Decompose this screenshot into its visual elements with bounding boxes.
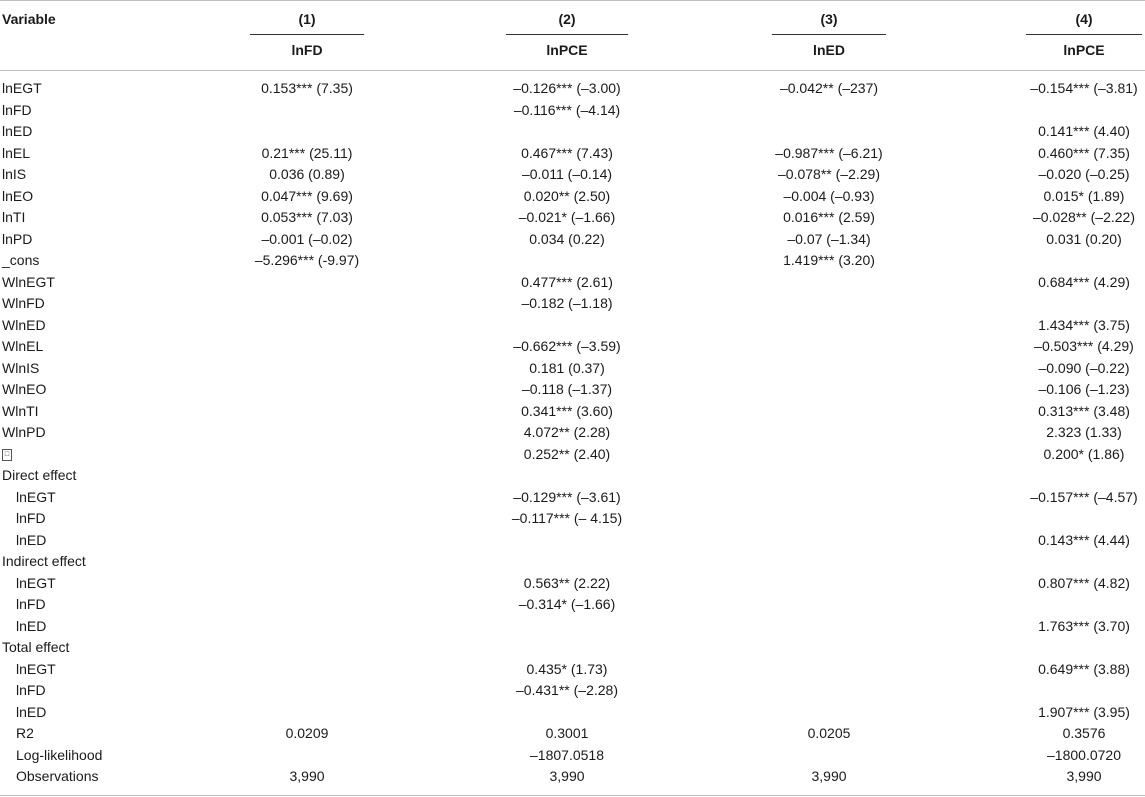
cell-col-2: –1807.0518 xyxy=(530,746,604,763)
row-label xyxy=(2,444,12,466)
table-bottom-rule xyxy=(0,795,1145,796)
column-number-1: (1) xyxy=(298,11,316,27)
table-row xyxy=(0,186,1145,208)
table-row xyxy=(0,465,1145,487)
cell-col-4: 0.3576 xyxy=(1062,725,1106,741)
row-label: lnED xyxy=(16,617,47,634)
dependent-variable-2: lnPCE xyxy=(546,42,588,58)
cell-col-2: 4.072** (2.28) xyxy=(523,424,611,440)
table-row xyxy=(0,745,1145,767)
row-label: lnEGT xyxy=(2,80,42,96)
cell-col-4: 0.143*** (4.44) xyxy=(1038,531,1130,548)
cell-col-2: 0.477*** (2.61) xyxy=(521,273,613,290)
cell-col-3: –0.987*** (–6.21) xyxy=(775,144,883,161)
cell-col-2: –0.118 (–1.37) xyxy=(521,381,613,397)
cell-col-2: –0.129*** (–3.61) xyxy=(513,488,621,505)
cell-col-1: 0.047*** (9.69) xyxy=(261,187,353,204)
cell-col-2: –0.182 (–1.18) xyxy=(521,295,613,311)
cell-col-4: 1.434*** (3.75) xyxy=(1038,316,1130,333)
table-row xyxy=(0,164,1145,186)
table-row xyxy=(0,272,1145,294)
column-rule-2 xyxy=(506,34,628,35)
cell-col-3: –0.042** (–237) xyxy=(779,80,879,96)
table-row xyxy=(0,207,1145,229)
cell-col-1: 0.0209 xyxy=(285,725,329,741)
table-row xyxy=(0,78,1145,100)
row-label: Indirect effect xyxy=(2,553,86,569)
cell-col-4: –0.106 (–1.23) xyxy=(1038,381,1130,397)
row-label: lnEGT xyxy=(16,488,56,505)
table-row xyxy=(0,422,1145,444)
table-row xyxy=(0,293,1145,315)
cell-col-2: 0.3001 xyxy=(545,725,589,741)
table-row xyxy=(0,229,1145,251)
cell-col-4: 3,990 xyxy=(1066,768,1102,784)
table-row xyxy=(0,143,1145,165)
table-row xyxy=(0,250,1145,272)
cell-col-3: 3,990 xyxy=(811,768,847,784)
cell-col-4: –0.503*** (4.29) xyxy=(1034,338,1134,354)
table-row xyxy=(0,573,1145,595)
cell-col-3: 0.0205 xyxy=(807,725,851,741)
cell-col-3: –0.078** (–2.29) xyxy=(778,166,880,182)
cell-col-2: –0.011 (–0.14) xyxy=(521,166,613,182)
table-row xyxy=(0,336,1145,358)
column-number-2: (2) xyxy=(558,11,576,27)
row-label: lnEGT xyxy=(16,660,56,677)
column-number-4: (4) xyxy=(1075,11,1093,27)
row-label: lnPD xyxy=(2,230,33,247)
row-label: WlnEGT xyxy=(2,273,55,290)
row-label: WlnED xyxy=(2,316,46,333)
column-rule-4 xyxy=(1026,34,1142,35)
cell-col-1: –5.296*** (-9.97) xyxy=(254,252,360,268)
row-label: lnEGT xyxy=(16,574,56,591)
table-row xyxy=(0,444,1145,466)
row-label: WlnEO xyxy=(2,381,47,397)
cell-col-4: –0.028** (–2.22) xyxy=(1033,209,1135,225)
cell-col-2: 3,990 xyxy=(549,768,585,784)
cell-col-2: –0.021* (–1.66) xyxy=(518,209,616,225)
cell-col-2: –0.662*** (–3.59) xyxy=(513,338,621,354)
cell-col-2: –0.126*** (–3.00) xyxy=(513,80,621,96)
cell-col-1: –0.001 (–0.02) xyxy=(261,230,353,247)
dependent-variable-3: lnED xyxy=(813,42,845,58)
cell-col-4: 0.807*** (4.82) xyxy=(1038,574,1130,591)
table-row xyxy=(0,530,1145,552)
row-label: WlnTI xyxy=(2,402,39,419)
row-label: Observations xyxy=(16,768,99,784)
row-label: lnIS xyxy=(2,166,27,182)
row-label: lnFD xyxy=(16,596,46,612)
row-label: lnTI xyxy=(2,209,26,225)
row-label: Total effect xyxy=(2,639,70,655)
cell-col-1: 0.053*** (7.03) xyxy=(261,209,353,225)
cell-col-2: 0.181 (0.37) xyxy=(529,359,605,376)
table-row xyxy=(0,315,1145,337)
cell-col-1: 0.153*** (7.35) xyxy=(261,80,353,96)
table-row xyxy=(0,508,1145,530)
cell-col-3: –0.004 (–0.93) xyxy=(783,187,875,204)
table-row xyxy=(0,637,1145,659)
cell-col-1: 0.036 (0.89) xyxy=(269,166,345,182)
row-label: lnED xyxy=(16,703,47,720)
cell-col-2: 0.341*** (3.60) xyxy=(521,402,613,419)
row-label: lnEO xyxy=(2,187,34,204)
cell-col-4: 1.763*** (3.70) xyxy=(1038,617,1130,634)
cell-col-3: –0.07 (–1.34) xyxy=(787,230,871,247)
column-number-3: (3) xyxy=(820,11,838,27)
table-row xyxy=(0,487,1145,509)
cell-col-4: 0.684*** (4.29) xyxy=(1038,273,1130,290)
cell-col-4: –0.020 (–0.25) xyxy=(1038,166,1130,182)
row-label: WlnFD xyxy=(2,295,45,311)
row-label: WlnPD xyxy=(2,424,46,440)
cell-col-4: 0.460*** (7.35) xyxy=(1038,144,1130,161)
table-top-rule xyxy=(0,0,1145,1)
cell-col-2: 0.467*** (7.43) xyxy=(521,144,613,161)
dependent-variable-1: lnFD xyxy=(291,42,323,58)
cell-col-4: –0.090 (–0.22) xyxy=(1038,359,1130,376)
cell-col-4: 1.907*** (3.95) xyxy=(1038,703,1130,720)
column-rule-1 xyxy=(250,34,364,35)
row-label: WlnEL xyxy=(2,338,44,354)
missing-glyph-icon: □ xyxy=(2,449,12,461)
cell-col-1: 3,990 xyxy=(289,768,325,784)
cell-col-4: 0.015* (1.89) xyxy=(1043,187,1125,204)
table-row xyxy=(0,680,1145,702)
cell-col-4: 0.200* (1.86) xyxy=(1043,445,1125,462)
column-rule-3 xyxy=(772,34,886,35)
table-row xyxy=(0,121,1145,143)
cell-col-2: 0.563** (2.22) xyxy=(523,574,611,591)
cell-col-2: –0.431** (–2.28) xyxy=(516,682,618,698)
cell-col-4: 2.323 (1.33) xyxy=(1046,424,1122,440)
table-row xyxy=(0,594,1145,616)
row-label: WlnIS xyxy=(2,359,40,376)
table-row xyxy=(0,100,1145,122)
table-row xyxy=(0,616,1145,638)
row-label: lnED xyxy=(16,531,47,548)
table-row xyxy=(0,358,1145,380)
row-label: lnEL xyxy=(2,144,31,161)
cell-col-4: 0.141*** (4.40) xyxy=(1038,123,1130,139)
table-row xyxy=(0,659,1145,681)
cell-col-2: –0.314* (–1.66) xyxy=(518,596,616,612)
cell-col-2: 0.252** (2.40) xyxy=(523,445,611,462)
row-label: lnED xyxy=(2,123,33,139)
table-row xyxy=(0,766,1145,788)
row-label: lnFD xyxy=(16,682,46,698)
cell-col-2: 0.034 (0.22) xyxy=(529,230,605,247)
row-label: Direct effect xyxy=(2,467,77,483)
table-row xyxy=(0,723,1145,745)
cell-col-2: –0.116*** (–4.14) xyxy=(513,101,621,118)
row-label: _cons xyxy=(2,252,40,268)
row-label: lnFD xyxy=(2,101,32,118)
cell-col-1: 0.21*** (25.11) xyxy=(261,144,353,161)
dependent-variable-4: lnPCE xyxy=(1063,42,1105,58)
cell-col-4: –0.157*** (–4.57) xyxy=(1030,488,1138,505)
variable-header: Variable xyxy=(2,11,56,27)
cell-col-2: 0.435* (1.73) xyxy=(526,660,608,677)
cell-col-4: 0.313*** (3.48) xyxy=(1038,402,1130,419)
cell-col-4: –0.154*** (–3.81) xyxy=(1030,80,1138,96)
table-row xyxy=(0,379,1145,401)
cell-col-2: –0.117*** (– 4.15) xyxy=(511,510,623,526)
table-row xyxy=(0,401,1145,423)
table-row xyxy=(0,551,1145,573)
row-label: lnFD xyxy=(16,510,46,526)
header-bottom-rule xyxy=(0,70,1145,71)
cell-col-3: 0.016*** (2.59) xyxy=(783,209,875,225)
cell-col-3: 1.419*** (3.20) xyxy=(783,252,875,268)
cell-col-4: 0.649*** (3.88) xyxy=(1038,660,1130,677)
table-row xyxy=(0,702,1145,724)
row-label: Log-likelihood xyxy=(16,746,103,763)
row-label: R2 xyxy=(16,725,34,741)
cell-col-4: 0.031 (0.20) xyxy=(1046,230,1122,247)
cell-col-2: 0.020** (2.50) xyxy=(523,187,611,204)
cell-col-4: –1800.0720 xyxy=(1047,746,1121,763)
